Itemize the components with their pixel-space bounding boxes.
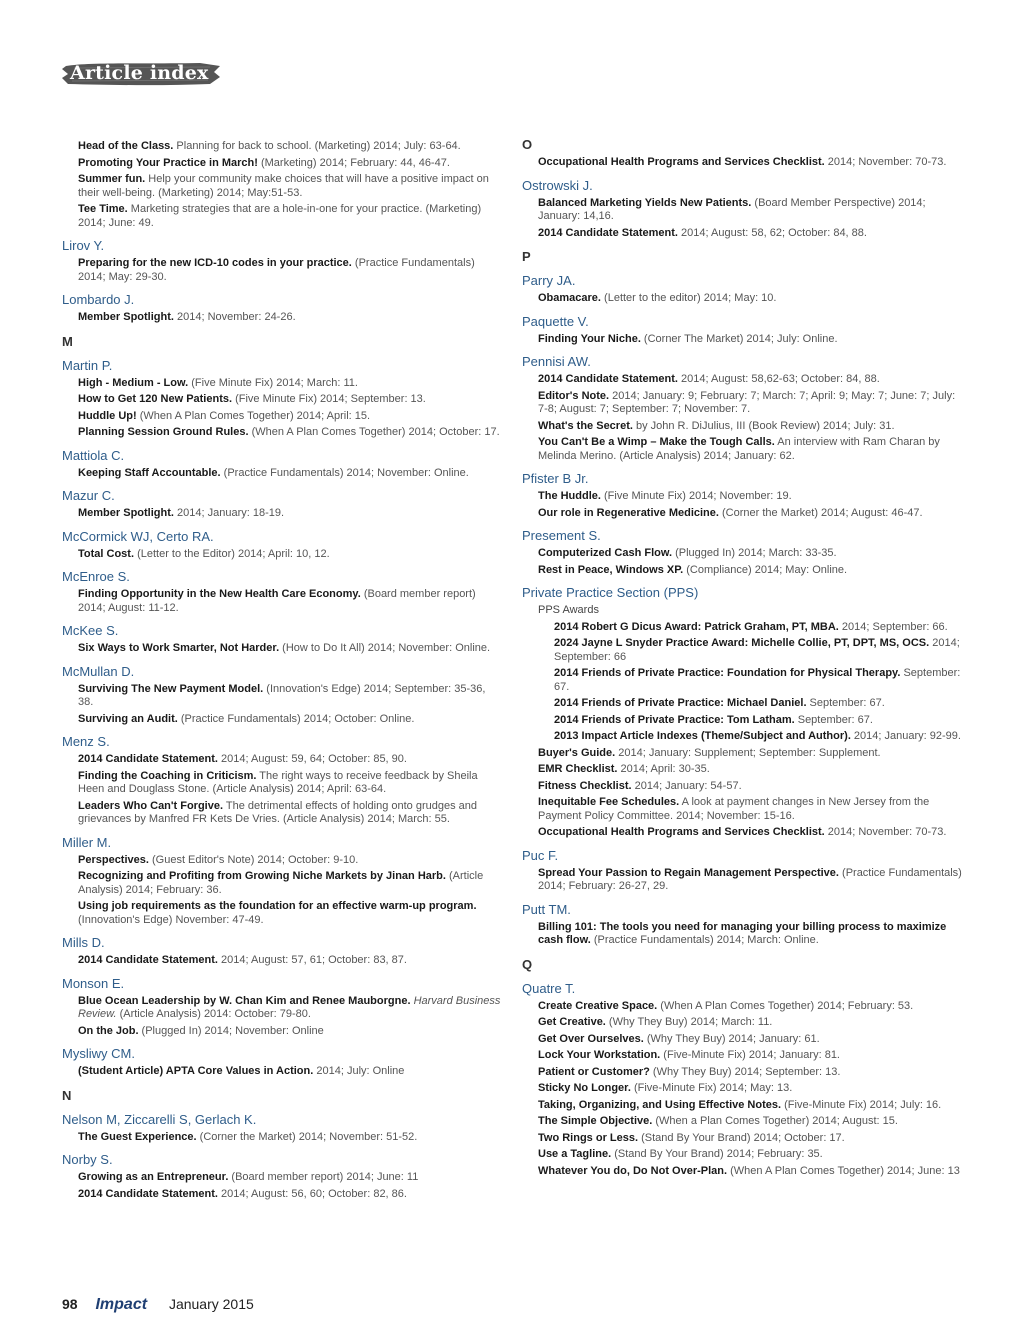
article-title: Computerized Cash Flow. — [538, 547, 673, 559]
article-title: 2014 Candidate Statement. — [78, 954, 218, 966]
article-citation: (When A Plan Comes Together) 2014; April: 15. — [136, 409, 371, 422]
article-entry — [538, 1066, 967, 1080]
article-entry — [78, 157, 502, 171]
article-title: Editor's Note. — [538, 389, 610, 402]
article-entry — [554, 621, 967, 635]
article-citation: (Why They Buy) 2014; September: 13. — [649, 1065, 841, 1078]
article-title: Surviving an Audit. — [78, 712, 178, 725]
article-entry — [538, 1115, 967, 1129]
article-citation: A look at payment changes in New Jersey from the Payment Policy Committee. 2014; November: 15-16. — [538, 796, 930, 822]
article-citation: (Letter to the editor) 2014; May: 10. — [600, 292, 777, 304]
article-entry — [78, 426, 502, 440]
article-citation: (Five Minute Fix) 2014; November: 19. — [600, 490, 792, 502]
article-entry — [538, 1049, 967, 1063]
article-entry — [538, 507, 967, 521]
article-title: Keeping Staff Accountable. — [78, 466, 221, 479]
article-entry — [538, 156, 967, 170]
article-entry — [538, 1132, 967, 1146]
author-name: Mazur C. — [62, 488, 115, 503]
article-entry — [538, 436, 967, 463]
article-title: You Can't Be a Wimp – Make the Tough Calls. — [538, 436, 775, 448]
article-entry — [78, 507, 502, 521]
page-number: 98 — [62, 1296, 78, 1312]
article-citation: (Five Minute Fix) 2014; September: 13. — [232, 393, 426, 405]
article-citation: September: 67. — [794, 713, 873, 726]
article-citation: Help your community make choices that will have a positive impact on their well-being. (Marketing) 2014; May:51-53. — [78, 173, 489, 199]
article-title: Billing 101: The tools you need for managing your billing process to maximize cash flow. — [538, 920, 947, 946]
article-entry — [78, 467, 502, 481]
article-citation: (Letter to the Editor) 2014; April: 10, 12. — [134, 547, 330, 560]
article-citation: (When A Plan Comes Together) 2014; October: 17. — [248, 426, 500, 438]
section-title: Article index — [70, 62, 209, 84]
author-name: Ostrowski J. — [522, 177, 593, 193]
article-title: Occupational Health Programs and Services Checklist. — [538, 156, 825, 168]
left-column — [62, 137, 502, 1201]
article-entry — [538, 747, 967, 761]
article-title: Taking, Organizing, and Using Effective Notes. — [538, 1098, 782, 1111]
article-entry — [538, 1000, 967, 1014]
article-entry — [78, 1025, 502, 1039]
article-entry — [538, 420, 967, 434]
article-entry — [538, 763, 967, 777]
article-entry — [78, 1188, 502, 1202]
article-title: Occupational Health Programs and Services Checklist. — [538, 826, 825, 838]
article-title: Balanced Marketing Yields New Patients. — [538, 196, 752, 209]
article-title: Growing as an Entrepreneur. — [78, 1171, 229, 1183]
article-entry — [78, 257, 502, 284]
article-title: 2014 Friends of Private Practice: Foundation for Physical Therapy. — [554, 667, 901, 679]
article-citation: (Article Analysis) 2014: October: 79-80. — [116, 1008, 311, 1020]
article-citation: (Article Analysis) 2014; February: 36. — [78, 870, 484, 896]
article-title: Tee Time. — [78, 203, 128, 215]
article-entry — [78, 410, 502, 424]
article-entry — [538, 197, 967, 224]
article-citation: (Plugged In) 2014; March: 33-35. — [672, 547, 837, 559]
article-title: Using job requirements as the foundation for an effective warm-up program. — [78, 900, 477, 912]
article-citation: 2014; January: Supplement; September: Supplement. — [615, 746, 881, 759]
article-title: 2014 Candidate Statement. — [538, 373, 678, 385]
article-citation: 2014; January: 9; February: 7; March: 7; April: 9; May: 7; June: 7; July: 7-8; August: 7; September: 7; November: 7. — [538, 389, 956, 415]
article-entry — [554, 714, 967, 728]
article-citation: 2014; January: 18-19. — [173, 507, 285, 519]
article-citation: 2014; August: 59, 64; October: 85, 90. — [218, 753, 407, 765]
article-entry — [78, 900, 502, 927]
article-citation: (Compliance) 2014; May: Online. — [683, 563, 848, 576]
article-citation: (Five-Minute Fix) 2014; July: 16. — [781, 1098, 942, 1111]
article-citation: 2014; April: 30-35. — [617, 763, 710, 775]
article-entry — [554, 730, 967, 744]
article-citation: by John R. DiJulius, III (Book Review) 2014; July: 31. — [632, 419, 895, 432]
magazine-logo: Impact — [95, 1296, 148, 1313]
article-citation: (Plugged In) 2014; November: Online — [138, 1024, 324, 1037]
article-citation: (When A Plan Comes Together) 2014; June: 13 — [727, 1164, 960, 1177]
article-title: Member Spotlight. — [78, 311, 174, 323]
article-title: Huddle Up! — [78, 409, 137, 422]
author-name: Miller M. — [62, 834, 112, 850]
page-footer — [62, 1296, 254, 1314]
article-title: Sticky No Longer. — [538, 1082, 631, 1094]
article-citation: (Stand By Your Brand) 2014; October: 17. — [638, 1131, 845, 1144]
article-entry — [554, 667, 967, 694]
article-citation: September: 67. — [554, 667, 961, 693]
article-citation: 2014; January: 92-99. — [850, 730, 961, 742]
article-citation: 2014; August: 58,62-63; October: 84, 88. — [678, 373, 880, 385]
article-entry — [538, 292, 967, 306]
article-title: Recognizing and Profiting from Growing Niche Markets by Jinan Harb. — [78, 870, 446, 882]
publication-name: Harvard Business Review. — [78, 994, 501, 1020]
index-letter-heading: N — [62, 1087, 72, 1103]
subsection-label: PPS Awards — [538, 604, 599, 616]
article-citation: (Why They Buy) 2014; March: 11. — [605, 1016, 773, 1028]
article-title: Leaders Who Can't Forgive. — [78, 799, 224, 812]
article-title: Two Rings or Less. — [538, 1131, 639, 1144]
article-title: Use a Tagline. — [538, 1148, 612, 1160]
article-citation: 2014; July: Online — [313, 1065, 405, 1077]
article-title: What's the Secret. — [538, 419, 633, 432]
article-entry — [538, 796, 967, 823]
article-entry — [538, 1016, 967, 1030]
article-entry — [538, 1033, 967, 1047]
article-entry — [78, 1131, 502, 1145]
index-letter-heading: P — [522, 249, 531, 264]
article-citation: 2014; August: 57, 61; October: 83, 87. — [218, 954, 407, 966]
article-citation: 2014; August: 58, 62; October: 84, 88. — [678, 226, 867, 239]
article-citation: Planning for back to school. (Marketing) 2014; July: 63-64. — [173, 140, 461, 152]
article-title: How to Get 120 New Patients. — [78, 393, 233, 405]
article-entry — [78, 642, 502, 656]
article-entry — [78, 588, 502, 615]
article-title: Total Cost. — [78, 547, 135, 560]
article-entry — [538, 780, 967, 794]
article-title: 2014 Candidate Statement. — [78, 1187, 218, 1200]
author-name: Paquette V. — [522, 313, 589, 329]
article-citation: (Board member report) 2014; August: 11-12. — [78, 588, 476, 614]
article-citation: (Corner the Market) 2014; August: 46-47. — [718, 506, 923, 519]
author-name: Menz S. — [62, 734, 110, 749]
article-entry — [538, 547, 967, 561]
article-title: EMR Checklist. — [538, 763, 618, 775]
article-entry — [538, 826, 967, 840]
article-title: Preparing for the new ICD-10 codes in your practice. — [78, 257, 352, 269]
author-name: Puc F. — [522, 847, 559, 863]
author-name: Lombardo J. — [62, 292, 135, 307]
author-name: Martin P. — [62, 357, 113, 373]
article-citation: (When A Plan Comes Together) 2014; February: 53. — [657, 999, 914, 1012]
article-citation: Marketing strategies that are a hole-in-one for your practice. (Marketing) 2014; June: 49. — [78, 203, 482, 229]
article-entry — [538, 490, 967, 504]
article-entry — [78, 311, 502, 325]
article-citation: (Stand By Your Brand) 2014; February: 35. — [611, 1148, 823, 1160]
index-letter-heading: Q — [522, 956, 533, 972]
author-name: Parry JA. — [522, 273, 576, 288]
article-title: Member Spotlight. — [78, 507, 174, 519]
author-name: Mysliwy CM. — [62, 1046, 135, 1061]
article-entry — [538, 227, 967, 241]
article-entry — [538, 564, 967, 578]
article-entry — [78, 800, 502, 827]
article-citation: (Practice Fundamentals) 2014; November: Online. — [220, 466, 469, 479]
author-name: McMullan D. — [62, 663, 135, 679]
article-citation: An interview with Ram Charan by Melinda Merino. (Article Analysis) 2014; January: 62. — [538, 436, 940, 462]
article-title: The Simple Objective. — [538, 1115, 653, 1127]
article-citation: (Board Member Perspective) 2014; January: 14,16. — [538, 196, 926, 222]
article-citation: (Corner the Market) 2014; November: 51-52. — [196, 1130, 418, 1143]
article-title: Lock Your Workstation. — [538, 1049, 661, 1061]
article-citation: (Innovation's Edge) 2014; September: 35-36, 38. — [78, 682, 486, 708]
article-title: Inequitable Fee Schedules. — [538, 796, 680, 808]
article-citation: (Five-Minute Fix) 2014; January: 81. — [660, 1049, 840, 1061]
article-citation: 2014; September: 66 — [554, 637, 960, 663]
article-title: Planning Session Ground Rules. — [78, 426, 249, 438]
article-entry — [554, 697, 967, 711]
article-title: 2014 Candidate Statement. — [538, 226, 678, 239]
article-entry — [78, 203, 502, 230]
article-citation: 2014; September: 66. — [838, 620, 948, 633]
article-citation: (Practice Fundamentals) 2014; October: Online. — [177, 712, 415, 725]
article-citation: (Guest Editor's Note) 2014; October: 9-10. — [148, 853, 359, 866]
article-title: Rest in Peace, Windows XP. — [538, 563, 684, 576]
article-citation: (Practice Fundamentals) 2014; March: Online. — [590, 934, 819, 946]
author-name: Mattiola C. — [62, 447, 125, 463]
article-citation: (Corner The Market) 2014; July: Online. — [640, 332, 838, 345]
article-entry — [78, 683, 502, 710]
article-citation: 2014; November: 24-26. — [173, 311, 296, 323]
article-entry — [554, 637, 967, 664]
author-name: Putt TM. — [522, 901, 571, 917]
article-entry — [78, 377, 502, 391]
article-citation: (Board member report) 2014; June: 11 — [228, 1171, 419, 1183]
article-entry — [78, 954, 502, 968]
article-title: Our role in Regenerative Medicine. — [538, 506, 719, 519]
author-name: Lirov Y. — [62, 238, 105, 253]
article-entry — [538, 867, 967, 894]
article-entry — [78, 995, 502, 1022]
author-name: Monson E. — [62, 975, 125, 991]
article-citation: (Practice Fundamentals) 2014; May: 29-30. — [78, 257, 475, 283]
article-title: The Huddle. — [538, 490, 601, 502]
article-title: Obamacare. — [538, 292, 601, 304]
article-title: Get Over Ourselves. — [538, 1032, 644, 1045]
article-title: Whatever You do, Do Not Over-Plan. — [538, 1164, 728, 1177]
article-entry — [78, 870, 502, 897]
author-name: McEnroe S. — [62, 569, 130, 584]
article-entry — [78, 393, 502, 407]
article-title: Get Creative. — [538, 1016, 606, 1028]
article-title: 2014 Friends of Private Practice: Tom Latham. — [554, 713, 795, 726]
right-column — [522, 137, 967, 1178]
article-entry — [78, 854, 502, 868]
article-citation: (Why They Buy) 2014; January: 61. — [643, 1032, 820, 1045]
article-entry — [538, 1082, 967, 1096]
article-title: Promoting Your Practice in March! — [78, 156, 258, 169]
author-name: Private Practice Section (PPS) — [522, 585, 699, 600]
article-title: (Student Article) APTA Core Values in Action. — [78, 1065, 314, 1077]
article-title: 2014 Robert G Dicus Award: Patrick Graham, PT, MBA. — [554, 620, 839, 633]
article-title: Surviving The New Payment Model. — [78, 682, 264, 695]
article-entry — [78, 140, 502, 154]
article-citation: (Innovation's Edge) November: 47-49. — [78, 913, 264, 926]
article-citation: 2014; November: 70-73. — [824, 826, 947, 838]
article-citation: The detrimental effects of holding onto grudges and grievances by Manfred FR Kets De Vries. (Article Analysis) 2014; March: 55. — [78, 799, 478, 825]
article-title: Spread Your Passion to Regain Management Perspective. — [538, 866, 839, 879]
article-entry — [78, 753, 502, 767]
article-title: Head of the Class. — [78, 140, 174, 152]
author-name: McCormick WJ, Certo RA. — [62, 528, 214, 544]
article-title: The Guest Experience. — [78, 1130, 197, 1143]
article-entry — [538, 373, 967, 387]
author-name: Quatre T. — [522, 980, 576, 996]
article-citation: 2014; January: 54-57. — [631, 779, 742, 792]
article-entry — [538, 921, 967, 948]
article-citation: September: 67. — [806, 697, 885, 709]
article-title: Perspectives. — [78, 853, 149, 866]
article-title: Create Creative Space. — [538, 999, 658, 1012]
article-citation: (Five-Minute Fix) 2014; May: 13. — [630, 1082, 793, 1094]
issue-date: January 2015 — [168, 1296, 254, 1312]
article-citation: (Marketing) 2014; February: 44, 46-47. — [257, 156, 450, 169]
article-title: Fitness Checklist. — [538, 779, 632, 792]
author-name: Presement S. — [522, 528, 601, 543]
article-title: Summer fun. — [78, 173, 146, 185]
article-title: Blue Ocean Leadership by W. Chan Kim and Renee Mauborgne. — [78, 994, 411, 1007]
article-title: Six Ways to Work Smarter, Not Harder. — [78, 642, 280, 654]
article-title: Patient or Customer? — [538, 1065, 650, 1078]
section-banner — [60, 60, 222, 88]
author-name: Pfister B Jr. — [522, 471, 589, 486]
article-entry — [78, 1065, 502, 1079]
article-citation: 2014; August: 56, 60; October: 82, 86. — [218, 1187, 407, 1200]
article-title: High - Medium - Low. — [78, 376, 189, 389]
article-title: Buyer's Guide. — [538, 746, 616, 759]
article-title: On the Job. — [78, 1024, 139, 1037]
author-name: Pennisi AW. — [522, 354, 591, 369]
article-entry — [78, 713, 502, 727]
article-citation: (When a Plan Comes Together) 2014; August: 15. — [652, 1115, 898, 1127]
article-title: Finding Your Niche. — [538, 332, 641, 345]
article-title: 2014 Candidate Statement. — [78, 753, 218, 765]
article-entry — [538, 333, 967, 347]
article-title: 2013 Impact Article Indexes (Theme/Subject and Author). — [554, 730, 851, 742]
article-citation: (Practice Fundamentals) 2014; February: 26-27, 29. — [538, 866, 962, 892]
article-entry — [538, 390, 967, 417]
article-entry — [78, 173, 502, 200]
article-citation: (Five Minute Fix) 2014; March: 11. — [188, 376, 358, 389]
article-title: Finding Opportunity in the New Health Care Economy. — [78, 588, 361, 600]
article-entry — [538, 1165, 967, 1179]
article-citation: (How to Do It All) 2014; November: Online. — [279, 642, 491, 654]
article-title: 2024 Jayne L Snyder Practice Award: Michelle Collie, PT, DPT, MS, OCS. — [554, 637, 930, 649]
article-entry — [78, 1171, 502, 1185]
article-citation: The right ways to receive feedback by Sheila Heen and Douglass Stone. (Article Analysis) 2014; April: 63-64. — [78, 769, 478, 795]
author-name: Mills D. — [62, 935, 105, 950]
author-name: McKee S. — [62, 623, 119, 638]
article-title: Finding the Coaching in Criticism. — [78, 769, 257, 782]
article-citation: 2014; November: 70-73. — [824, 156, 947, 168]
article-entry — [78, 770, 502, 797]
author-name: Norby S. — [62, 1152, 113, 1167]
author-name: Nelson M, Ziccarelli S, Gerlach K. — [62, 1111, 257, 1127]
article-entry — [538, 1099, 967, 1113]
article-entry — [78, 548, 502, 562]
index-letter-heading: M — [62, 333, 73, 349]
article-entry — [538, 1148, 967, 1162]
index-letter-heading: O — [522, 137, 533, 152]
article-title: 2014 Friends of Private Practice: Michael Daniel. — [554, 697, 807, 709]
